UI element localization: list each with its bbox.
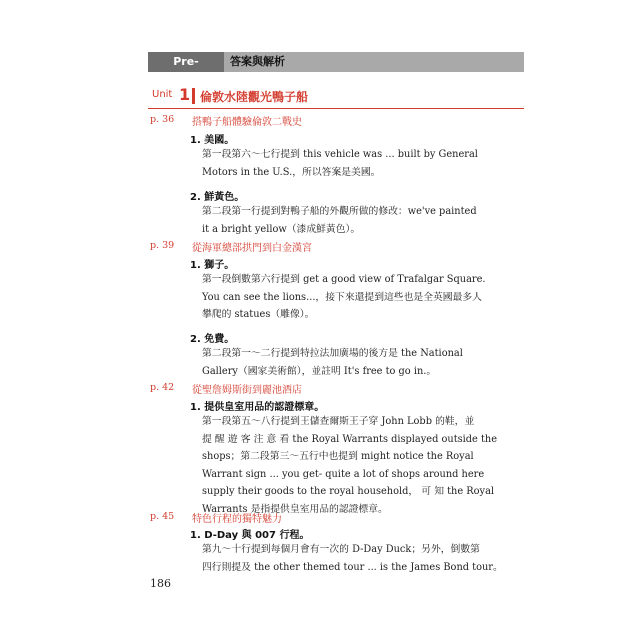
answer-line: 第二段第一行提到對鴨子船的外觀所做的修改：we've painted (202, 206, 477, 217)
answer-line: 第二段第一～二行提到特拉法加廣場的後方是 the National (202, 348, 463, 359)
answer-line: 第九～十行提到每個月會有一次的 D-Day Duck；另外，倒數第 (202, 544, 480, 555)
unit-label: Unit (152, 89, 173, 100)
page-ref: p. 39 (150, 240, 175, 251)
answer-line: supply their goods to the royal household， 可 知 the Royal (202, 486, 495, 498)
answer-text (202, 541, 503, 576)
answer-line: 第一段倒數第六行提到 get a good view of Trafalgar Square. (202, 274, 486, 285)
unit-number: 1 (179, 85, 191, 104)
question-label: 2. 免費。 (190, 334, 235, 345)
answer-line: 提 醒 遊 客 注 意 看 the Royal Warrants displayed outside the (202, 433, 498, 445)
answer-line: Motors in the U.S.，所以答案是美國。 (202, 166, 381, 178)
answer-text (202, 345, 478, 380)
answer-line: Warrants 是指提供皇室用品的認證標章。 (202, 503, 388, 515)
section-title: 搭鴨子船體驗倫敦二戰史 (192, 117, 302, 128)
answer-line: Gallery（國家美術館），並註明 It's free to go in.。 (202, 365, 437, 377)
page-ref: p. 42 (150, 382, 175, 393)
answer-line: You can see the lions...，接下來還提到這些也是全英國最多人 (202, 291, 482, 303)
unit-divider (192, 88, 195, 104)
answer-line: Warrant sign ... you get- quite a lot of shops around here (202, 468, 485, 480)
question-label: 2. 鮮黃色。 (190, 192, 245, 203)
question-label: 1. 美國。 (190, 135, 235, 146)
answer-line: shops；第二段第三～五行中也提到 might notice the Royal (202, 451, 474, 463)
unit-title: 倫敦水陸觀光鴨子船 (200, 90, 309, 104)
answer-line: 四行則提及 the other themed tour ... is the James Bond tour。 (202, 561, 503, 573)
answer-line: 第一段第六～七行提到 this vehicle was ... built by General (202, 149, 478, 160)
header-title: 答案與解析 (230, 55, 285, 68)
page-number: 186 (150, 577, 171, 590)
answer-line: 第一段第五～八行提到王儲查爾斯王子穿 John Lobb 的鞋，並 (202, 416, 475, 427)
answer-line: it a bright yellow（漆成鮮黃色）。 (202, 223, 361, 235)
unit-heading (148, 86, 524, 109)
page-ref: p. 36 (150, 114, 175, 125)
section-title: 特色行程的獨特魅力 (192, 514, 282, 525)
answer-text (202, 146, 478, 181)
question-label: 1. D-Day 與 007 行程。 (190, 530, 310, 541)
section-title: 從聖詹姆斯街到麗池酒店 (192, 385, 302, 396)
question-label: 1. 提供皇室用品的認證標章。 (190, 402, 325, 413)
question-label: 1. 獅子。 (190, 260, 235, 271)
header-badge: Pre-Question (148, 52, 224, 72)
answer-text (202, 203, 478, 238)
answer-text (202, 413, 498, 519)
answer-text (202, 271, 486, 324)
section-title: 從海軍總部拱門到白金漢宮 (192, 243, 312, 254)
answer-line: 攀爬的 statues（雕像）。 (202, 309, 315, 321)
page-ref: p. 45 (150, 511, 175, 522)
